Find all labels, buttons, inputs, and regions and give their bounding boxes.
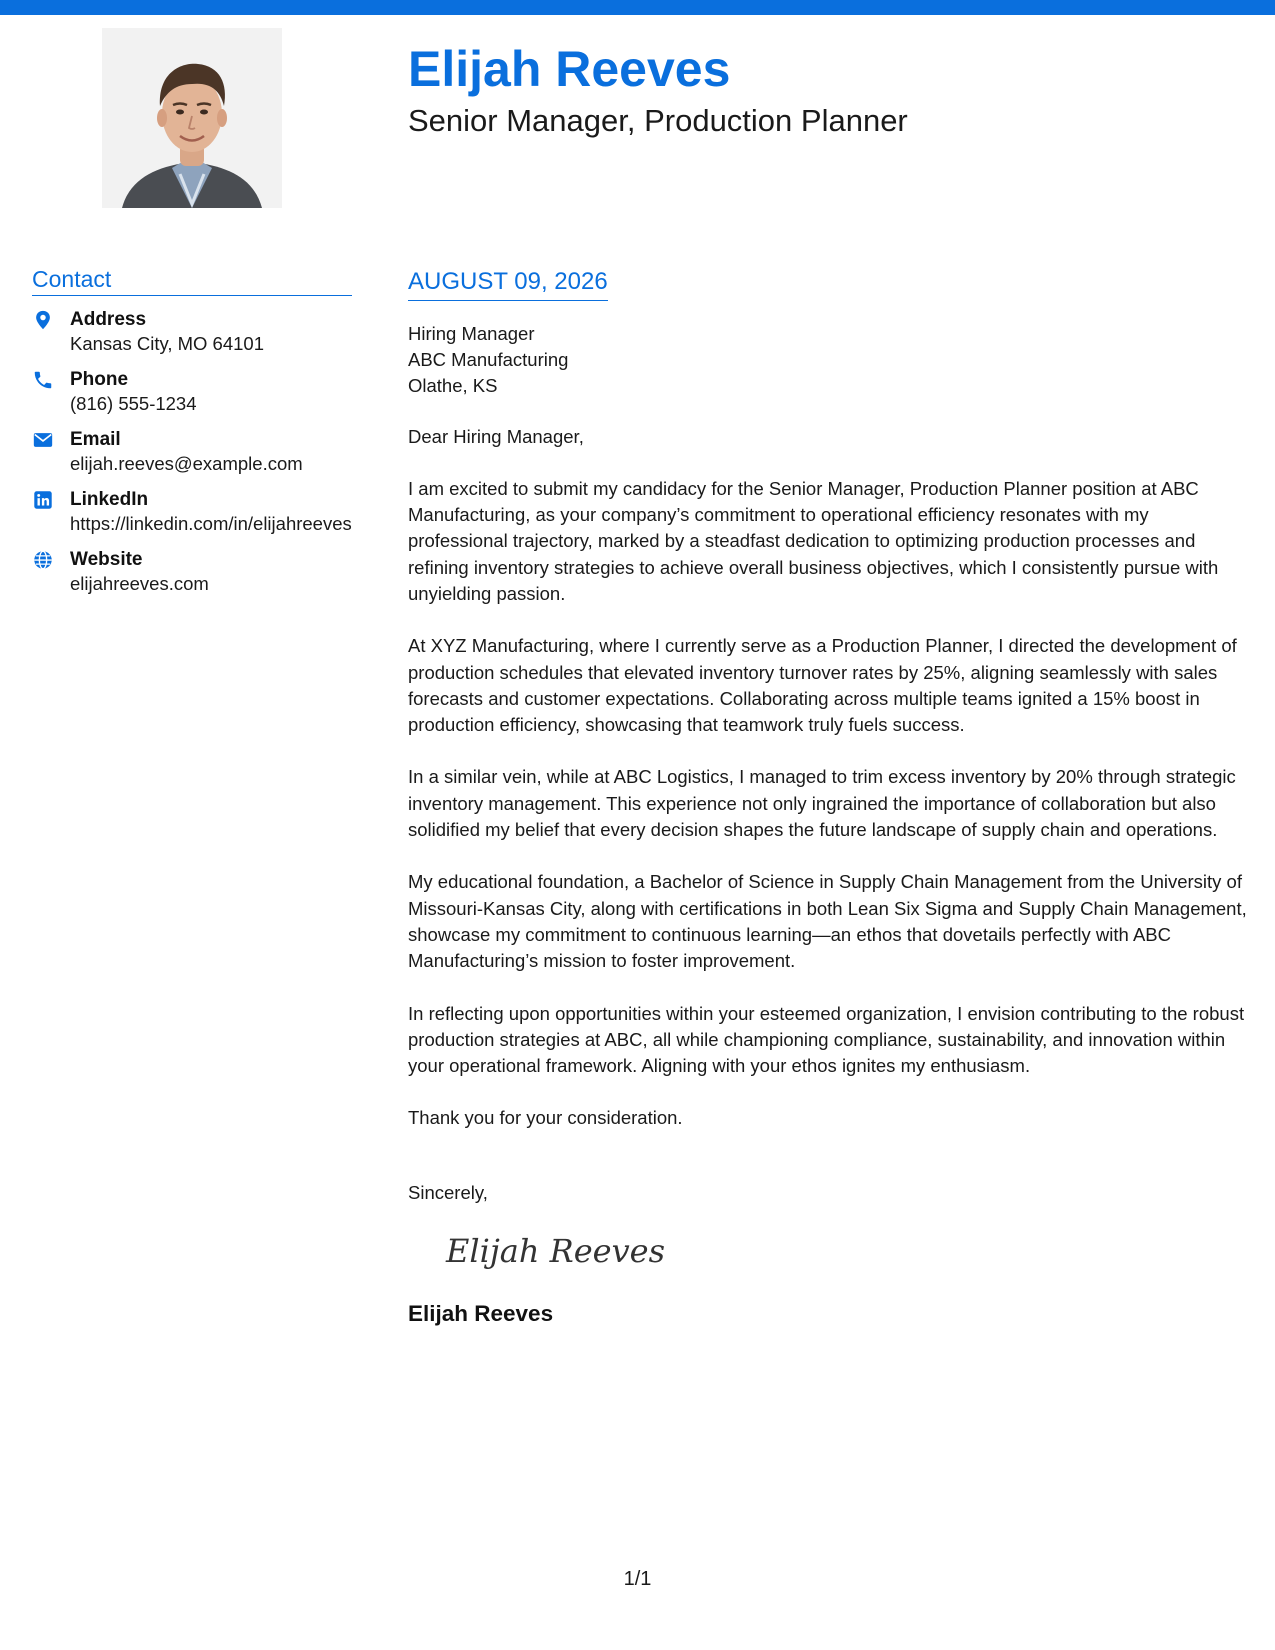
contact-label: Website [70,549,143,570]
contact-label: Address [70,309,147,330]
contact-label: Email [70,429,121,450]
letter-paragraph: Thank you for your consideration. [408,1107,683,1129]
profile-photo [102,28,282,208]
contact-item-phone [32,368,352,415]
contact-label: LinkedIn [70,489,149,510]
signature-text: Elijah Reeves [446,1231,666,1270]
applicant-name: Elijah Reeves [408,41,731,97]
contact-section-title: Contact [32,266,352,296]
map-pin-icon [32,309,54,331]
signer-name: Elijah Reeves [408,1300,554,1326]
recipient-line: ABC Manufacturing [408,348,569,370]
phone-icon [32,369,54,391]
letter-paragraph: I am excited to submit my candidacy for the Senior Manager, Production Planner position at ABC Manufacturing, as your company’s commitment to operational efficiency resonates with my professional trajectory, marked by a steadfast dedication to optimizing production processes and refining inventory strategies to achieve overall business objectives, which I consistently pursue with unyielding passion. [408,477,1219,604]
applicant-job-title: Senior Manager, Production Planner [408,103,908,138]
portrait-illustration [102,28,282,208]
recipient-line: Hiring Manager [408,322,535,344]
letter-date: AUGUST 09, 2026 [408,268,608,295]
contact-item-email [32,428,352,475]
contact-value[interactable]: https://linkedin.com/in/elijahreeves [70,513,352,534]
contact-label: Phone [70,369,129,390]
letter-paragraph: My educational foundation, a Bachelor of Science in Supply Chain Management from the University of Missouri-Kansas City, along with certifications in both Lean Six Sigma and Supply Chain Management, showcase my commitment to continuous learning—an ethos that dovetails perfectly with ABC Manufacturing’s mission to foster improvement. [408,871,1247,972]
contact-item-website [32,548,352,595]
contact-value: Kansas City, MO 64101 [70,333,264,354]
letter-paragraph: At XYZ Manufacturing, where I currently serve as a Production Planner, I directed the development of production schedules that elevated inventory turnover rates by 25%, aligning seamlessly with sales forecasts and customer expectations. Collaborating across multiple teams ignited a 15% boost in production efficiency, showcasing that teamwork truly fuels success. [408,635,1237,736]
contact-sidebar [32,266,352,608]
contact-item-address [32,308,352,355]
globe-icon [32,549,54,571]
letter-paragraph: In reflecting upon opportunities within your esteemed organization, I envision contributing to the robust production strategies at ABC, all while championing compliance, sustainability, and innovation within your operational framework. Aligning with your ethos ignites my enthusiasm. [408,1002,1245,1077]
top-accent-bar [0,0,1275,15]
linkedin-icon [32,489,54,511]
contact-item-linkedin [32,488,352,535]
contact-value: elijah.reeves@example.com [70,453,303,474]
letter-paragraph: In a similar vein, while at ABC Logistics, I managed to trim excess inventory by 20% through strategic inventory management. This experience not only ingrained the importance of collaboration but also solidified my belief that every decision shapes the future landscape of supply chain and operations. [408,766,1236,841]
salutation: Dear Hiring Manager, [408,425,584,447]
page-number: 1/1 [623,1568,652,1590]
recipient-line: Olathe, KS [408,374,498,396]
contact-value[interactable]: elijahreeves.com [70,573,209,594]
closing: Sincerely, [408,1181,488,1203]
contact-value: (816) 555-1234 [70,393,197,414]
envelope-icon [32,429,54,451]
recipient-block [408,321,1253,399]
letter-date-wrap [408,268,608,301]
handwritten-signature [442,1220,666,1282]
letter-body [408,268,1253,1327]
